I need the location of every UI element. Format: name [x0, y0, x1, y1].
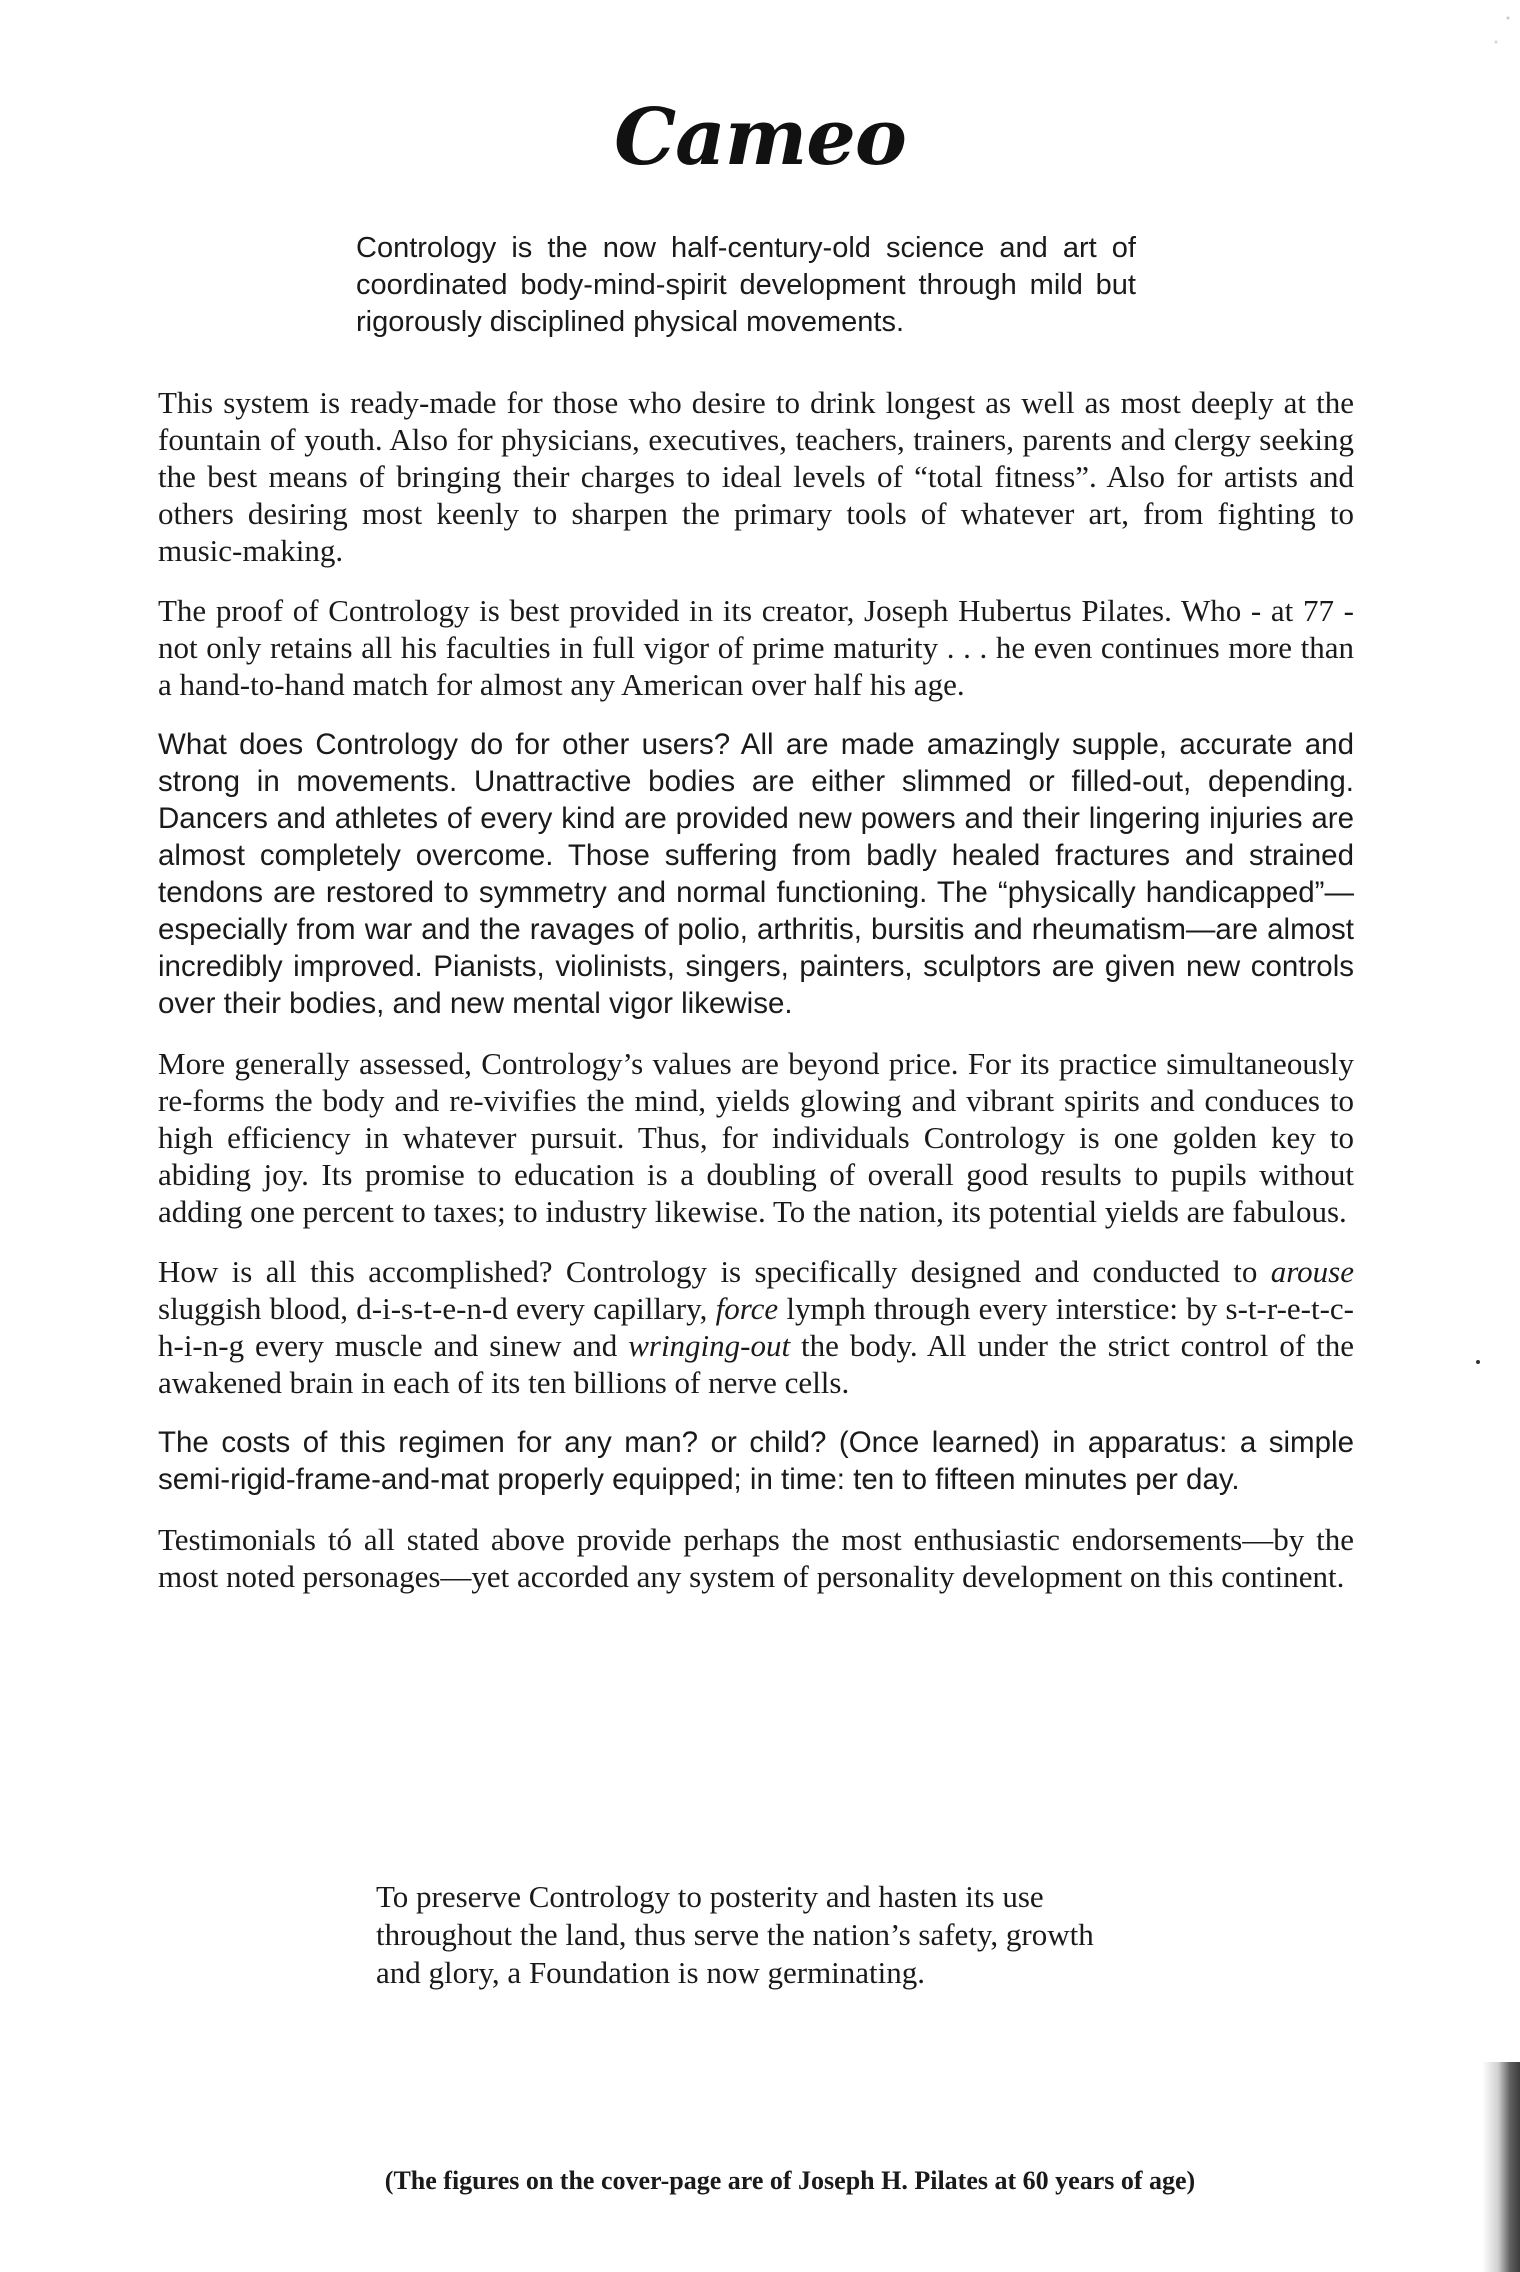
emphasized-text: wringing-out: [628, 1328, 791, 1363]
footer-caption: (The figures on the cover-page are of Joseph H. Pilates at 60 years of age): [384, 2166, 1196, 2195]
paragraph-costs: [158, 1424, 1354, 1498]
closing-paragraph: To preserve Contrology to posterity and hasten its use throughout the land, thus serve the nation’s safety, growth and glory, a Foundation is now germinating.: [376, 1879, 1094, 1990]
emphasized-text: arouse: [1270, 1254, 1354, 1289]
scan-dot: [1476, 1360, 1480, 1364]
text-segment: Testimonials tó all stated above provide perhaps the most enthusiastic endorsements—by the most noted personages—yet accorded any system of personality development on this continent.: [158, 1522, 1354, 1594]
body-text: [158, 384, 1354, 1618]
text-segment: More generally assessed, Contrology’s values are beyond price. For its practice simultaneously re-forms the body and re-vivifies the mind, yields glowing and vibrant spirits and conduces to high efficiency in whatever pursuit. Thus, for individuals Contrology is one golden key to abiding joy. Its promise to education is a doubling of overall good results to pupils without adding one percent to taxes; to industry likewise. To the nation, its potential yields are fabulous.: [158, 1046, 1354, 1229]
page-title: Cameo: [614, 92, 906, 183]
text-segment: the body. All under the strict control of the awakened brain in each of its ten billions of nerve cells.: [158, 1328, 1354, 1400]
paragraph-method: [158, 1253, 1354, 1401]
text-segment: What does Contrology do for other users? All are made amazingly supple, accurate and strong in movements. Unattractive bodies are either slimmed or filled-out, depending. Dancers and athletes of every kind are provided new powers and their lingering injuries are almost completely overcome. Those suffering from badly healed fractures and strained tendons are restored to symmetry and normal functioning. The “physically handicapped”—especially from war and the ravages of polio, arthritis, bursitis and rheumatism—are almost incredibly improved. Pianists, violinists, singers, painters, sculptors are given new controls over their bodies, and new mental vigor likewise.: [158, 728, 1354, 1020]
paragraph-testimonials: [158, 1521, 1354, 1595]
intro-paragraph: Contrology is the now half-century-old science and art of coordinated body-mind-spirit development through mild but rigorously disciplined physical movements.: [356, 232, 1136, 338]
emphasized-text: force: [715, 1291, 779, 1326]
text-segment: sluggish blood, d-i-s-t-e-n-d every capillary,: [158, 1291, 716, 1326]
text-segment: The proof of Contrology is best provided in its creator, Joseph Hubertus Pilates. Who - at 77 - not only retains all his faculties in full vigor of prime maturity . . . he even continues more than a hand-to-hand match for almost any American over half his age.: [158, 593, 1354, 702]
paragraph-values: [158, 1045, 1354, 1230]
text-segment: This system is ready-made for those who desire to drink longest as well as most deeply at the fountain of youth. Also for physicians, executives, teachers, trainers, parents and clergy seeking the best means of bringing their charges to ideal levels of “total fitness”. Also for artists and others desiring most keenly to sharpen the primary tools of whatever art, from fighting to music-making.: [158, 385, 1354, 568]
scan-edge-shadow: [1480, 2062, 1520, 2272]
paragraph-proof: [158, 592, 1354, 703]
paragraph-benefits: [158, 726, 1354, 1022]
text-segment: The costs of this regimen for any man? or child? (Once learned) in apparatus: a simple semi-rigid-frame-and-mat properly equipped; in time: ten to fifteen minutes per day.: [158, 1426, 1354, 1496]
paragraph-audience: [158, 384, 1354, 569]
scan-edge-specks: [1480, 0, 1520, 60]
text-segment: How is all this accomplished? Contrology is specifically designed and conducted to: [158, 1254, 1271, 1289]
text-segment: lymph through every interstice: by s-t-r-e-t-c-h-i-n-g every muscle and sinew and: [158, 1291, 1354, 1363]
